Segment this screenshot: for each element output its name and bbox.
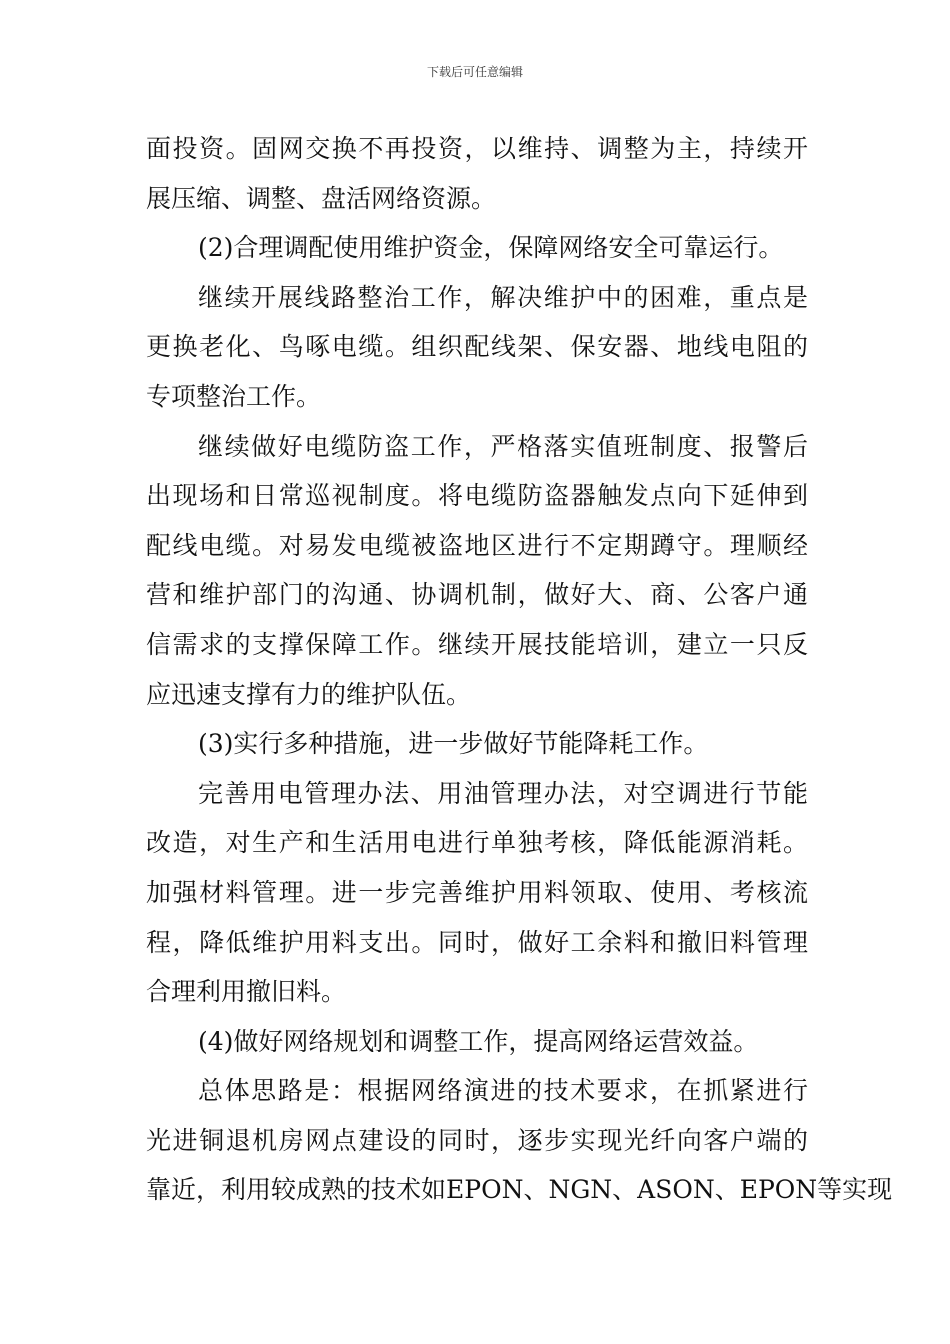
text-line: 更换老化、鸟啄电缆。组织配线架、保安器、地线电阻的 <box>146 332 808 362</box>
text-line: 光进铜退机房网点建设的同时，逐步实现光纤向客户端的 <box>146 1125 808 1155</box>
text-line: 继续做好电缆防盗工作，严格落实值班制度、报警后 <box>198 431 808 461</box>
text-line: 靠近，利用较成熟的技术如EPON、NGN、ASON、EPON等实现 <box>146 1175 893 1205</box>
text-line: 面投资。固网交换不再投资，以维持、调整为主，持续开 <box>146 134 808 163</box>
text-line: 营和维护部门的沟通、协调机制，做好大、商、公客户通 <box>146 580 808 610</box>
text-line: 应迅速支撑有力的维护队伍。 <box>146 679 472 709</box>
text-line: 总体思路是：根据网络演进的技术要求，在抓紧进行 <box>198 1076 808 1106</box>
document-body <box>146 124 893 1215</box>
text-line: 展压缩、调整、盘活网络资源。 <box>146 183 497 213</box>
text-line: (4)做好网络规划和调整工作，提高网络运营效益。 <box>198 1026 759 1056</box>
page-header: 下载后可任意编辑 <box>426 65 523 79</box>
text-line: 改造，对生产和生活用电进行单独考核，降低能源消耗。 <box>146 828 808 858</box>
text-line: 继续开展线路整治工作，解决维护中的困难，重点是 <box>198 282 808 312</box>
text-line: 信需求的支撑保障工作。继续开展技能培训，建立一只反 <box>146 629 808 659</box>
text-line: (3)实行多种措施，进一步做好节能降耗工作。 <box>198 729 709 759</box>
text-line: 合理利用撤旧料。 <box>146 977 347 1007</box>
text-line: 配线电缆。对易发电缆被盗地区进行不定期蹲守。理顺经 <box>146 530 808 560</box>
text-line: 出现场和日常巡视制度。将电缆防盗器触发点向下延伸到 <box>146 481 808 511</box>
text-line: 程，降低维护用料支出。同时，做好工余料和撤旧料管理 <box>146 927 808 957</box>
text-line: (2)合理调配使用维护资金，保障网络安全可靠运行。 <box>198 233 784 263</box>
text-line: 专项整治工作。 <box>146 381 322 411</box>
text-line: 加强材料管理。进一步完善维护用料领取、使用、考核流 <box>146 877 808 907</box>
text-line: 完善用电管理办法、用油管理办法，对空调进行节能 <box>198 778 808 808</box>
